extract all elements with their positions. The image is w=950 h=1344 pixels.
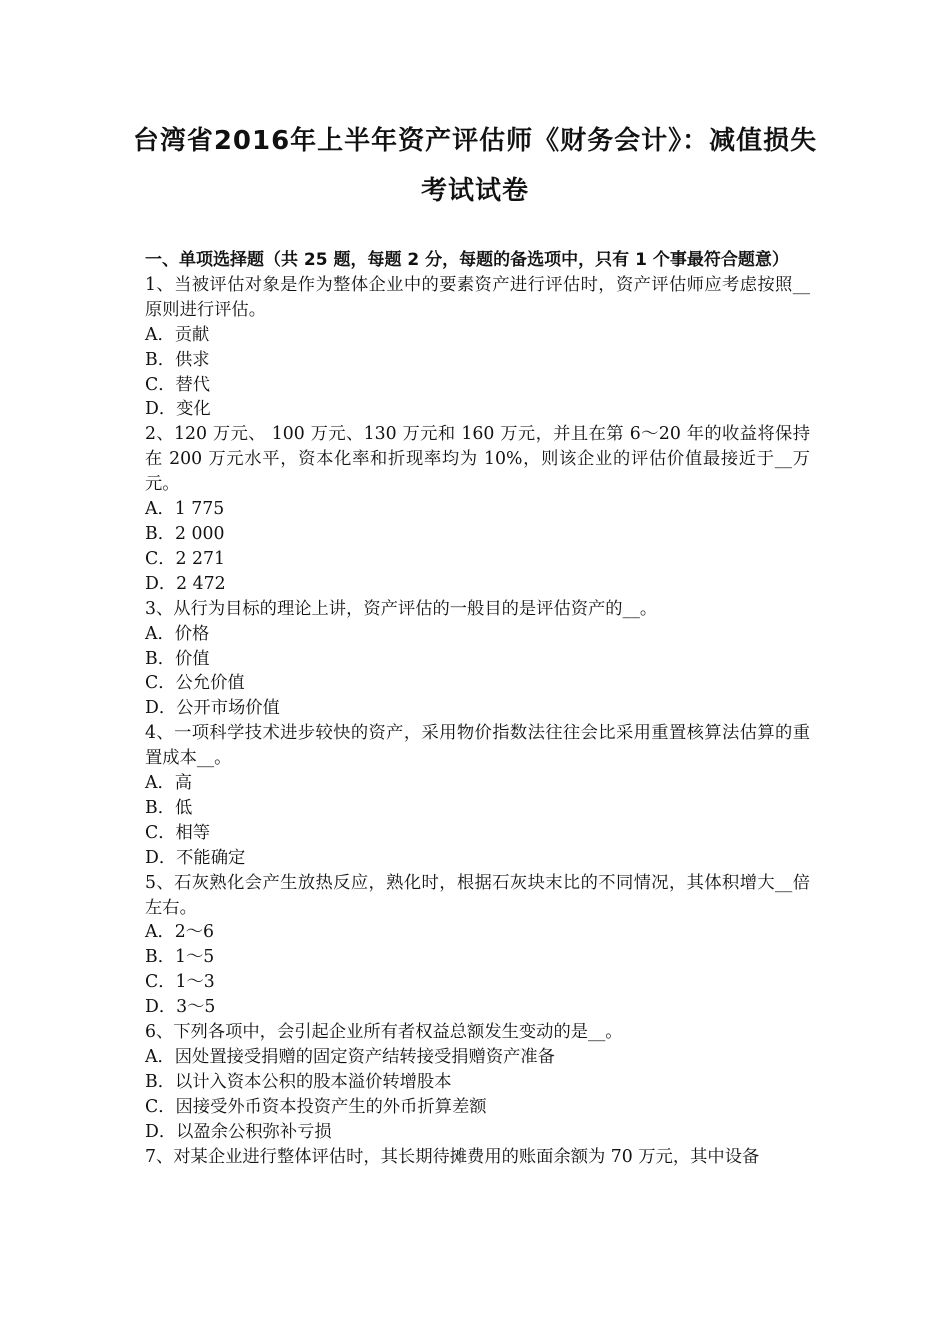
answer-option: A．1 775 [145,499,225,520]
document-title-line-2: 考试试卷 [420,176,529,206]
section-heading: 一、单项选择题（共 25 题，每题 2 分，每题的备选项中，只有 1 个事最符合题意） [145,250,789,270]
answer-option: B．价值 [145,648,210,669]
answer-option: D．不能确定 [145,847,246,868]
answer-option: A．高 [145,773,193,794]
answer-option: B．以计入资本公积的股本溢价转增股本 [145,1071,452,1092]
question-text: 3、从行为目标的理论上讲，资产评估的一般目的是评估资产的__。 [145,598,658,619]
document-body [145,248,810,1170]
document-title-line-1: 台湾省2016年上半年资产评估师《财务会计》：减值损失 [132,126,818,156]
question-text: 5、石灰熟化会产生放热反应，熟化时，根据石灰块末比的不同情况，其体积增大__倍左右。 [145,872,810,918]
answer-option: A．价格 [145,623,210,644]
answer-option: A．因处置接受捐赠的固定资产结转接受捐赠资产准备 [145,1047,555,1067]
answer-option: D．3～5 [145,997,216,1018]
answer-option: C．替代 [145,374,211,395]
answer-option: C．因接受外币资本投资产生的外币折算差额 [145,1096,487,1117]
answer-option: C．1～3 [145,972,215,993]
answer-option: B．2 000 [145,523,225,544]
question-text: 7、对某企业进行整体评估时，其长期待摊费用的账面余额为 70 万元，其中设备 [145,1146,760,1167]
answer-option: A．2～6 [145,922,215,943]
answer-option: A．贡献 [145,324,210,345]
answer-option: D．公开市场价值 [145,698,280,719]
answer-option: D．变化 [145,399,211,420]
answer-option: C．公允价值 [145,673,245,694]
question-text: 1、当被评估对象是作为整体企业中的要素资产进行评估时，资产评估师应考虑按照__原则进行评估。 [145,274,810,320]
question-text: 4、一项科学技术进步较快的资产，采用物价指数法往往会比采用重置核算法估算的重置成本__。 [145,723,810,769]
answer-option: D．以盈余公积弥补亏损 [145,1121,332,1142]
question-list [145,273,810,1170]
answer-option: C．相等 [145,822,211,843]
answer-option: D．2 472 [145,573,226,594]
answer-option: B．1～5 [145,947,215,968]
question-text: 6、下列各项中，会引起企业所有者权益总额发生变动的是__。 [145,1022,623,1043]
answer-option: B．供求 [145,349,210,370]
answer-option: C．2 271 [145,548,225,569]
question-text: 2、120 万元、 100 万元、130 万元和 160 万元，并且在第 6～20 年的收益将保持在 200 万元水平，资本化率和折现率均为 10%，则该企业的评估价值最接近于__万元。 [145,424,810,495]
answer-option: B．低 [145,797,193,818]
